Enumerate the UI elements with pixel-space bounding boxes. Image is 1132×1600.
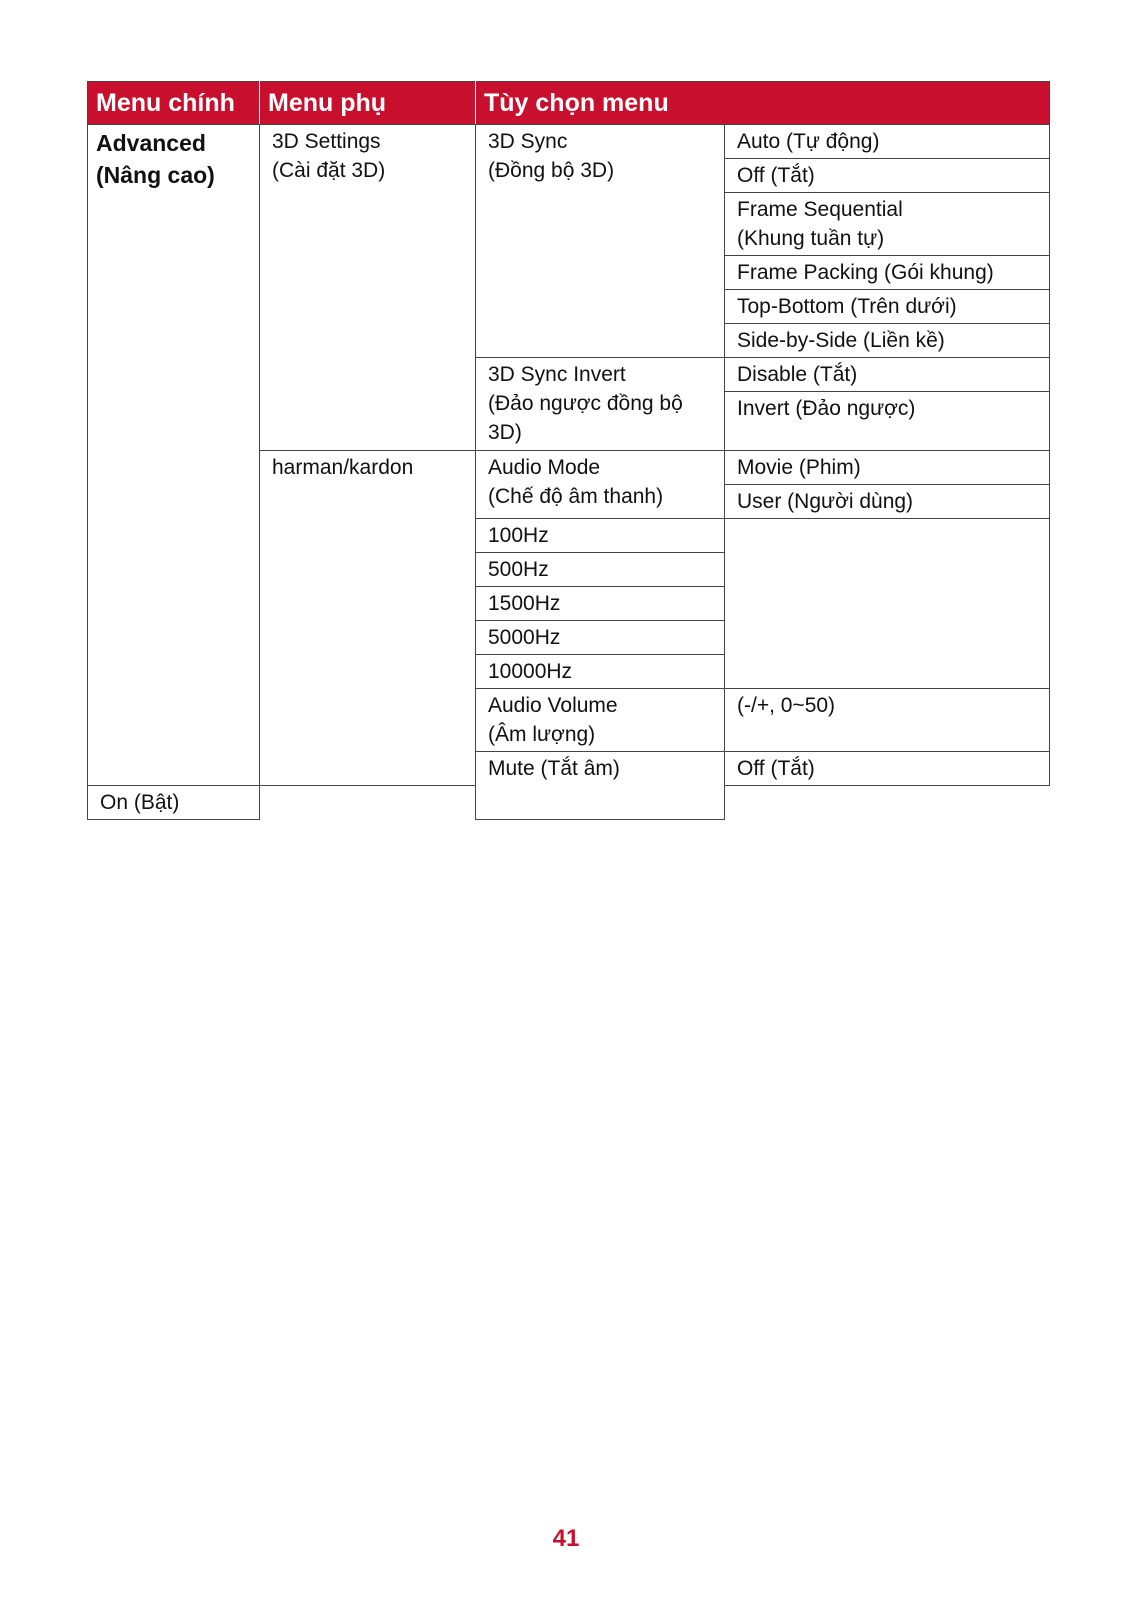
option-label: Audio Mode [488,456,601,479]
option-5000hz: 5000Hz [476,621,725,655]
main-menu-cell [88,125,260,786]
option-1500hz: 1500Hz [476,587,725,621]
value-frame-packing: Frame Packing (Gói khung) [725,256,1050,290]
value-side-by-side: Side-by-Side (Liền kề) [725,324,1050,358]
option-label-vi: (Chế độ âm thanh) [488,485,664,508]
value-empty [725,519,1050,689]
main-menu-label-vi: (Nâng cao) [96,162,215,188]
submenu-harman-kardon: harman/kardon [260,451,476,786]
value-mute-off: Off (Tắt) [725,752,1050,786]
option-label-vi-cont: 3D) [488,421,522,444]
value-frame-sequential [725,193,1050,256]
option-100hz: 100Hz [476,519,725,553]
option-audio-volume [476,689,725,752]
option-10000hz: 10000Hz [476,655,725,689]
value-label-vi: (Khung tuần tự) [737,227,885,250]
value-user: User (Người dùng) [725,485,1050,519]
submenu-label: 3D Settings [272,130,381,153]
option-audio-mode [476,451,725,519]
value-movie: Movie (Phim) [725,451,1050,485]
option-label-vi: (Âm lượng) [488,723,596,746]
value-mute-on: On (Bật) [88,786,260,820]
menu-table [87,81,1050,820]
option-label: 3D Sync [488,130,568,153]
submenu-label-vi: (Cài đặt 3D) [272,159,386,182]
table-header-row [88,82,1050,125]
option-label: 3D Sync Invert [488,363,626,386]
main-menu-label: Advanced [96,130,206,156]
value-label: Frame Sequential [737,198,903,221]
page-number: 41 [552,1525,580,1552]
value-disable: Disable (Tắt) [725,358,1050,392]
option-mute: Mute (Tắt âm) [476,752,725,820]
option-label-vi: (Đồng bộ 3D) [488,159,615,182]
option-3d-sync [476,125,725,358]
option-label: Audio Volume [488,694,618,717]
table-row [88,125,1050,159]
header-menu-options: Tùy chọn menu [476,82,1050,125]
option-500hz: 500Hz [476,553,725,587]
value-off: Off (Tắt) [725,159,1050,193]
header-main-menu: Menu chính [88,82,260,125]
submenu-3d-settings [260,125,476,451]
value-top-bottom: Top-Bottom (Trên dưới) [725,290,1050,324]
value-volume-range: (-/+, 0~50) [725,689,1050,752]
option-label-vi: (Đảo ngược đồng bộ [488,392,683,415]
value-auto: Auto (Tự động) [725,125,1050,159]
option-3d-sync-invert [476,358,725,451]
header-submenu: Menu phụ [260,82,476,125]
value-invert: Invert (Đảo ngược) [725,392,1050,451]
